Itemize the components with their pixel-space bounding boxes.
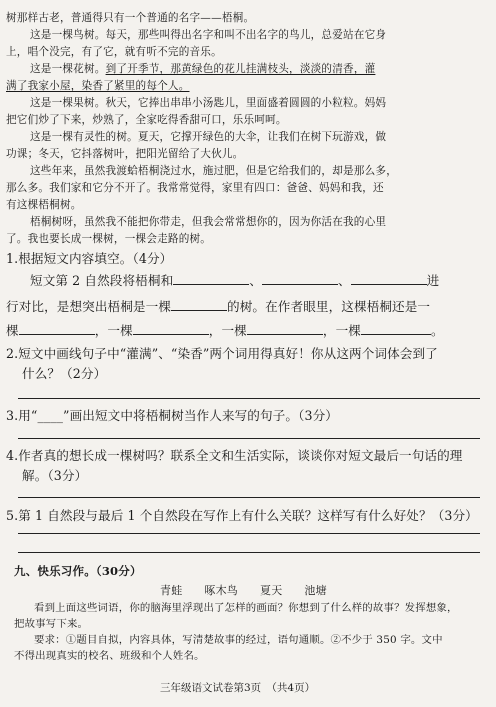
q1-text: 行对比，是想突出梧桐是一棵 <box>6 299 172 314</box>
q2-line1: 2.短文中画线句子中“灌满”、“染香”两个词用得真好！你从这两个词体会到了 <box>6 346 438 361</box>
q1-text: ，一棵 <box>94 323 133 338</box>
passage-line: 了。我也要长成一棵树，一棵会走路的树。 <box>6 233 212 245</box>
section9-prompt-line: 把故事写下来。 <box>14 618 89 630</box>
q4-answer-line[interactable] <box>18 497 480 498</box>
passage-line: 有这棵梧桐树。 <box>6 199 82 211</box>
q1-line1 <box>30 270 439 289</box>
passage-line: 这是一棵有灵性的树。夏天，它撑开绿色的大伞，让我们在树下玩游戏，做 <box>30 131 387 143</box>
section9-requirement-line: 不得出现真实的校名、班级和个人姓名。 <box>14 650 205 662</box>
q1-text: 的树。在作者眼里，这棵梧桐还是一 <box>227 299 431 314</box>
q4-line1: 4.作者真的想长成一棵树吗？联系全文和生活实际，谈谈你对短文最后一句话的理 <box>6 448 463 463</box>
section9-prompt-line: 看到上面这些词语，你的脑海里浮现出了怎样的画面？你想到了什么样的故事？发挥想象， <box>34 602 458 614</box>
passage-line: 功课；冬天，它抖落树叶，把阳光留给了大伙儿。 <box>6 148 244 160</box>
passage-line: 梧桐树呀，虽然我不能把你带走，但我会常常想你的，因为你活在我的心里 <box>30 216 387 228</box>
q2-answer-line[interactable] <box>18 398 480 399</box>
q1-text: 、 <box>337 273 351 288</box>
q1-text: ，一棵 <box>208 323 247 338</box>
prompt-word: 夏天 <box>260 584 283 597</box>
q5-answer-line-2[interactable] <box>18 552 480 553</box>
q1-blank-1[interactable] <box>173 272 249 285</box>
q1-text: 短文第 2 自然段将梧桐和 <box>30 273 174 288</box>
q1-blank-2[interactable] <box>262 272 338 285</box>
q1-text: ，一棵 <box>322 323 361 338</box>
passage-line-flower <box>30 61 375 76</box>
q3-line1: 3.用“____”画出短文中将梧桐树当作人来写的句子。（3分） <box>6 408 338 423</box>
passage-line: 这些年来，虽然我渡蛤梧桐浇过水，施过肥，但是它给我们的，却是那么多， <box>30 165 397 177</box>
q1-line3 <box>6 320 444 339</box>
prompt-word: 池塘 <box>304 584 327 597</box>
underlined-sentence: 到了开季节，那黄绿色的花儿挂满枝头，淡淡的清香，灌 <box>105 63 376 75</box>
q1-blank-7[interactable] <box>247 322 323 335</box>
q1-blank-4[interactable] <box>171 298 227 311</box>
q1-text: 进 <box>426 273 440 288</box>
section9-title: 九、快乐习作。（30分） <box>14 564 142 578</box>
passage-text: 这是一棵花树。 <box>30 63 106 75</box>
passage-line: 那么多。我们家和它分不开了。我常常觉得，家里有四口：爸爸、妈妈和我，还 <box>6 182 384 194</box>
passage-line: 把它们炒了下来，炒熟了，全家吃得香甜可口，乐乐呵呵。 <box>6 114 287 126</box>
q1-title: 1.根据短文内容填空。（4分） <box>6 251 173 266</box>
q5-answer-line-1[interactable] <box>18 533 480 534</box>
passage-line: 树那样古老，普通得只有一个普通的名字——梧桐。 <box>6 12 255 24</box>
q5-line1: 5.第 1 自然段与最后 1 个自然段在写作上有什么关联？这样写有什么好处？（3分） <box>6 508 478 523</box>
prompt-word: 啄木鸟 <box>204 584 239 597</box>
prompt-words <box>160 582 349 598</box>
passage-line: 上，唱个没完，有了它，就有听不完的音乐。 <box>6 46 222 58</box>
q1-blank-8[interactable] <box>361 322 431 335</box>
underlined-sentence: 满了我家小屋，染香了紧里的每个人。 <box>6 80 190 92</box>
q1-blank-6[interactable] <box>133 322 209 335</box>
page-footer: 三年级语文试卷第3页 （共4页） <box>160 682 316 694</box>
passage-line: 这是一棵鸟树。每天，那些叫得出名字和叫不出名字的鸟儿，总爱站在它身 <box>30 29 387 41</box>
q1-text: 。 <box>430 323 444 338</box>
q1-text: 棵 <box>6 323 19 338</box>
section9-requirement-line: 要求：①题目自拟，内容具体，写清楚故事的经过，语句通顺。②不少于 350 字。文中 <box>34 634 443 646</box>
q1-line2 <box>6 296 430 315</box>
passage-line: 这是一棵果树。秋天，它捧出串串小汤匙儿，里面盛着圆圆的小粒粒。妈妈 <box>30 97 387 109</box>
q3-answer-line[interactable] <box>18 438 480 439</box>
prompt-word: 青蛙 <box>160 584 183 597</box>
q1-blank-5[interactable] <box>19 322 95 335</box>
q2-line2: 什么？（2分） <box>22 366 107 381</box>
q1-text: 、 <box>249 273 262 288</box>
q4-line2: 解。（3分） <box>22 468 88 483</box>
q1-blank-3[interactable] <box>351 272 427 285</box>
